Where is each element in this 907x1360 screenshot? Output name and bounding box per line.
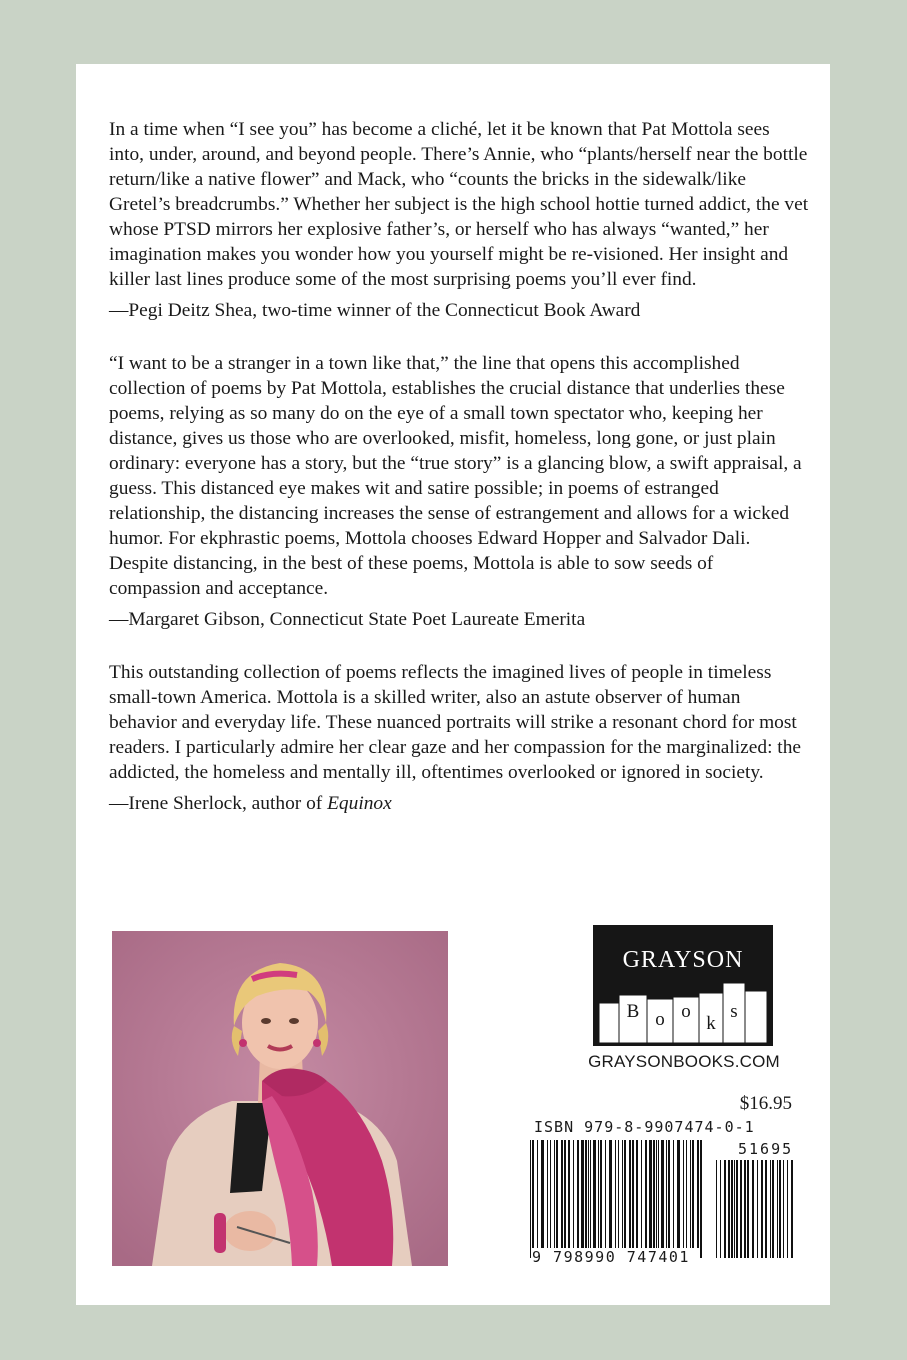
book-title: Equinox: [327, 793, 392, 814]
barcode-bar: [629, 1140, 631, 1248]
barcode-main-digits: 9 798990 747401: [532, 1248, 690, 1266]
barcode-bar: [636, 1140, 638, 1248]
barcode-bar: [668, 1140, 670, 1248]
barcode-bar: [598, 1140, 599, 1248]
barcode-bar: [791, 1160, 793, 1258]
barcode-bar: [747, 1160, 749, 1258]
barcode-bar: [618, 1140, 619, 1248]
barcode-bar: [772, 1160, 774, 1258]
barcode-bar: [692, 1140, 694, 1248]
barcode-bar: [686, 1140, 687, 1248]
barcode-bar: [585, 1140, 587, 1248]
barcode-bar: [556, 1140, 558, 1248]
barcode-bar: [765, 1160, 767, 1258]
barcode-bar: [736, 1160, 738, 1258]
barcode-bar: [541, 1140, 544, 1248]
barcode-bar: [649, 1140, 652, 1248]
barcode-bar: [757, 1160, 758, 1258]
isbn-label: ISBN 979-8-9907474-0-1: [534, 1118, 755, 1136]
blurb-gibson: [109, 351, 809, 632]
barcode-bar: [720, 1160, 721, 1258]
logo-letter: o: [681, 1001, 691, 1022]
barcode-bar: [554, 1140, 555, 1248]
blurb-text: In a time when “I see you” has become a cliché, let it be known that Pat Mottola sees into, under, around, and beyond people. There’s Annie, who “plants/herself near the bottle return/like a native flower” and Mack, who “counts the bricks in the sidewalk/like Gretel’s breadcrumbs.” Whether her subject is the high school hottie turned addict, the vet whose PTSD mirrors her explosive father’s, or herself who has always “wanted,” her imagination makes you wonder how you yourself might be re-visioned. Her insight and killer last lines produce some of the most surprising poems you’ll ever find.: [109, 119, 809, 290]
attribution-prefix: —Irene Sherlock, author of: [109, 793, 328, 814]
barcode-bar: [677, 1140, 680, 1248]
author-photo: [112, 931, 448, 1266]
barcode-bar: [683, 1140, 684, 1248]
barcode-bar: [605, 1140, 606, 1248]
barcode-bar: [700, 1140, 702, 1258]
blurb-attribution: [109, 791, 809, 816]
barcode-bar: [740, 1160, 742, 1258]
barcode-bar: [532, 1140, 534, 1258]
barcode-bar: [641, 1140, 642, 1248]
logo-letter: B: [626, 1001, 640, 1022]
barcode-bar: [588, 1140, 589, 1248]
barcode-bar: [656, 1140, 657, 1248]
barcode-bar: [779, 1160, 781, 1258]
barcode-supplement-digits: 51695: [738, 1140, 794, 1158]
barcode-bar: [573, 1140, 574, 1248]
barcode-bar: [577, 1140, 579, 1248]
barcode-bar: [581, 1140, 584, 1248]
barcode: [530, 1140, 796, 1270]
publisher-website: GRAYSONBOOKS.COM: [588, 1052, 780, 1071]
barcode-bar: [622, 1140, 623, 1248]
blurb-shea: [109, 117, 809, 323]
barcode-bar: [761, 1160, 763, 1258]
blurb-attribution: —Pegi Deitz Shea, two-time winner of the Connecticut Book Award: [109, 300, 641, 321]
barcode-bar: [744, 1160, 746, 1258]
barcode-bar: [564, 1140, 566, 1248]
barcode-bar: [653, 1140, 655, 1248]
barcode-bar: [673, 1140, 674, 1248]
barcode-bar: [593, 1140, 596, 1248]
logo-title: GRAYSON: [622, 947, 744, 973]
barcode-bar: [624, 1140, 626, 1248]
barcode-bar: [666, 1140, 667, 1248]
logo-letter: k: [706, 1013, 716, 1034]
blurb-text: This outstanding collection of poems reflects the imagined lives of people in timeless small-town America. Mottola is a skilled writer, also an astute observer of human behavior and everyday life. These nuanced portraits will strike a resonant chord for most readers. I particularly admire her clear gaze and her compassion for the marginalized: the addicted, the homeless and mentally ill, oftentimes overlooked or ignored in society.: [109, 662, 801, 783]
barcode-bar: [658, 1140, 659, 1248]
barcode-bar: [752, 1160, 754, 1258]
blurb-sherlock: [109, 660, 809, 816]
price: $16.95: [739, 1093, 792, 1114]
barcode-bar: [697, 1140, 699, 1248]
blurb-text: “I want to be a stranger in a town like that,” the line that opens this accomplished collection of poems by Pat Mottola, establishes the crucial distance that underlies these poems, relying as so many do on the eye of a small town spectator who, keeping her distance, gives us those who are overlooked, misfit, homeless, long gone, or just plain ordinary: everyone has a story, but the “true story” is a glancing blow, a swift appraisal, a guess. This distanced eye makes wit and satire possible; in poems of estranged relationship, the distancing increases the sense of estrangement and allows for a wicked humor. For ekphrastic poems, Mottola chooses Edward Hopper and Salvador Dali. Despite distancing, in the best of these poems, Mottola is able to sow seeds of compassion and acceptance.: [109, 353, 802, 599]
barcode-bar: [561, 1140, 563, 1248]
barcode-bar: [547, 1140, 548, 1248]
barcode-bar: [661, 1140, 664, 1248]
barcode-bar: [734, 1160, 735, 1258]
barcode-bar: [787, 1160, 788, 1258]
barcode-bar: [590, 1140, 591, 1248]
barcode-bar: [632, 1140, 634, 1248]
barcode-bar: [600, 1140, 602, 1248]
barcode-bar: [770, 1160, 771, 1258]
logo-letter: s: [730, 1001, 738, 1022]
barcode-bar: [724, 1160, 726, 1258]
barcode-bar: [550, 1140, 551, 1248]
barcode-bar: [716, 1160, 717, 1258]
blurb-attribution: —Margaret Gibson, Connecticut State Poet Laureate Emerita: [109, 609, 586, 630]
barcode-bar: [645, 1140, 647, 1248]
barcode-bar: [783, 1160, 784, 1258]
barcode-bar: [728, 1160, 730, 1258]
publisher-logo: [593, 925, 773, 1046]
blurbs-section: [109, 117, 809, 844]
barcode-bar: [537, 1140, 538, 1248]
barcode-bar: [731, 1160, 733, 1258]
barcode-bar: [615, 1140, 616, 1248]
barcode-bar: [568, 1140, 570, 1248]
barcode-bar: [690, 1140, 691, 1248]
barcode-bar: [609, 1140, 612, 1248]
logo-letter: o: [655, 1009, 665, 1030]
barcode-bar: [530, 1140, 531, 1258]
barcode-bar: [777, 1160, 778, 1258]
